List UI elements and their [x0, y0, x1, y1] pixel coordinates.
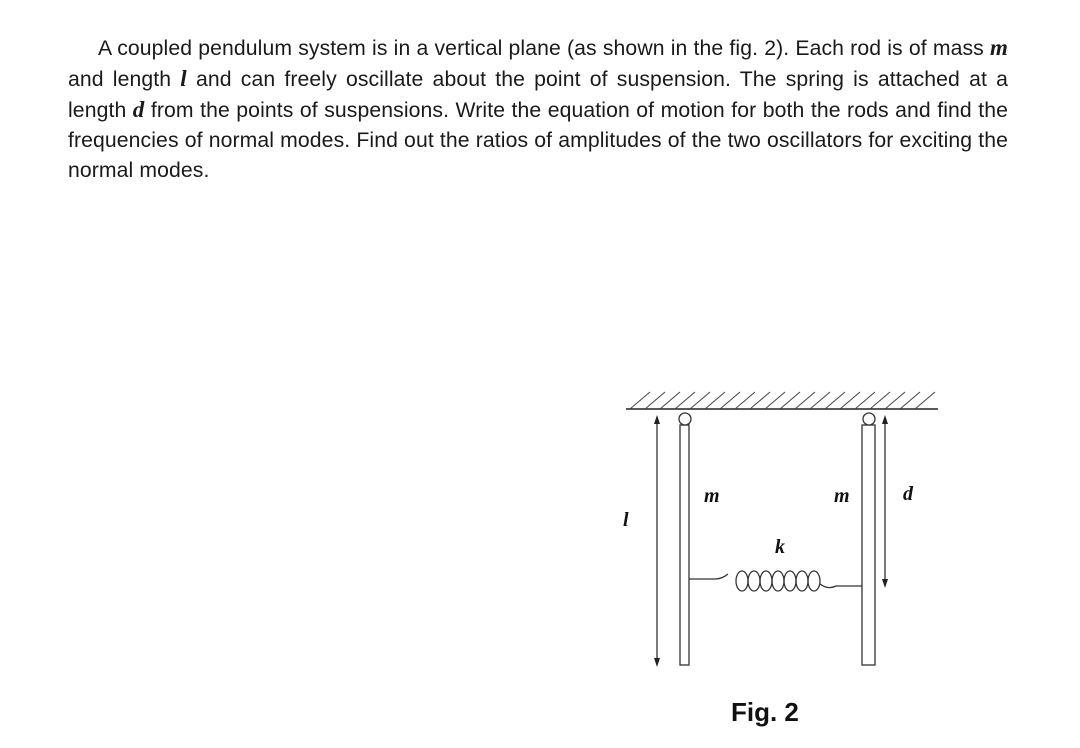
length-dimension-arrow — [654, 415, 660, 667]
right-rod — [862, 425, 875, 665]
problem-text-1: A coupled pendulum system is in a vertical plane (as shown in the fig. 2). Each rod is of mass — [98, 37, 990, 60]
mass-symbol: m — [990, 35, 1008, 60]
spring-constant-label: k — [775, 536, 785, 558]
right-pivot — [863, 413, 875, 425]
ceiling-hatching — [630, 392, 935, 409]
problem-text-4: from the points of suspensions. Write the equation of motion for both the rods and find the frequencies of normal modes. Find out the ratios of amplitudes of the two oscillators for exciting the normal modes. — [68, 99, 1008, 182]
distance-label: d — [903, 483, 913, 505]
left-rod — [680, 425, 689, 665]
left-mass-label: m — [704, 485, 720, 507]
distance-symbol: d — [132, 97, 145, 122]
length-symbol: l — [180, 66, 187, 91]
length-label: l — [623, 509, 629, 531]
problem-text-2: and length — [68, 68, 181, 91]
right-mass-label: m — [834, 485, 850, 507]
problem-text-3: and can freely oscillate about the point of suspension. The spring is attached at a length — [68, 68, 1008, 122]
figure-caption: Fig. 2 — [731, 697, 799, 727]
spring — [689, 571, 862, 591]
distance-dimension-arrow — [882, 415, 888, 588]
left-pivot — [679, 413, 691, 425]
